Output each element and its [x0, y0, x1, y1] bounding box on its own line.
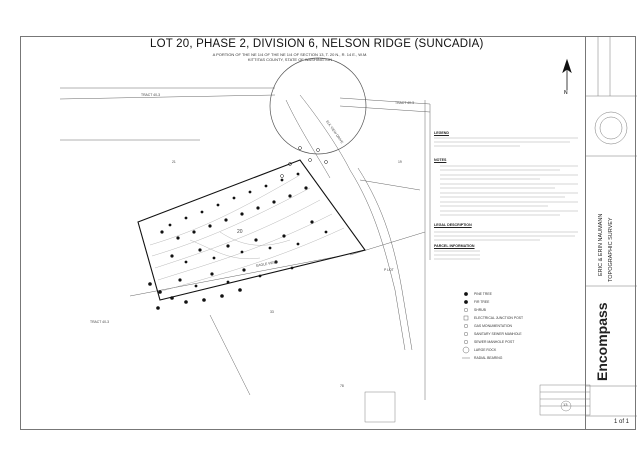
legend-gas: GAS MONUMENTATION — [474, 324, 512, 328]
notes-heading-parcel: PARCEL INFORMATION — [434, 244, 475, 248]
legend-electrical: ELECTRICAL JUNCTION POST — [474, 316, 524, 320]
lot-near-label: P LOT — [384, 268, 394, 272]
tract-label-top-left: TRACT 40-3 — [141, 93, 160, 97]
survey-type: TOPOGRAPHIC SURVEY — [608, 217, 614, 282]
label-bottom-right: 78 — [340, 384, 344, 388]
legend-radial-bearing: RADIAL BEARING — [474, 356, 503, 360]
title-block — [585, 36, 636, 430]
section-marker-label: 13 — [563, 402, 568, 407]
note-paragraph-lines — [434, 138, 578, 259]
notes-heading-legal: LEGAL DESCRIPTION — [434, 223, 472, 227]
legend-sewer-post: SEWER MANHOLE POST — [474, 340, 515, 344]
road-name-label: ELK VIEW DRIVE — [325, 119, 345, 145]
legend-sanitary: SANITARY SEWER MANHOLE — [474, 332, 522, 336]
tract-label-top-right: TRACT 40-3 — [395, 101, 414, 105]
north-arrow-label: N — [564, 90, 568, 96]
lot-label-left: 21 — [172, 160, 176, 164]
drawing-title: LOT 20, PHASE 2, DIVISION 6, NELSON RIDGE (SUNCADIA) — [150, 38, 484, 50]
tract-label-bottom-left: TRACT 40-3 — [90, 320, 109, 324]
lower-road-label: EAGLE VIEW — [255, 260, 278, 268]
sheet-number: 1 of 1 — [614, 419, 630, 425]
legend-shrub: SHRUB — [474, 308, 486, 312]
notes-heading-legend: LEGEND — [434, 131, 449, 135]
lot-label-right: 19 — [398, 160, 402, 164]
legend-large-rock: LARGE ROCK — [474, 348, 497, 352]
legend-fir-tree: FIR TREE — [474, 300, 490, 304]
company-logo-text: Encompass — [594, 302, 610, 381]
lot-number-label: 20 — [237, 229, 243, 235]
notes-heading-notes: NOTES — [434, 158, 447, 162]
subtitle-line-1: A PORTION OF THE NE 1/4 OF THE NE 1/4 OF SECTION 13, T. 20 N., R. 14 E., W.M. — [212, 52, 368, 57]
subtitle-line-2: KITTITAS COUNTY, STATE OF WASHINGTON — [247, 56, 333, 62]
client-name: ERIC & ERIN NAUMANN — [598, 213, 604, 276]
label-bottom-mid: 33 — [270, 310, 274, 314]
legend-pine-tree: PINE TREE — [474, 292, 492, 296]
